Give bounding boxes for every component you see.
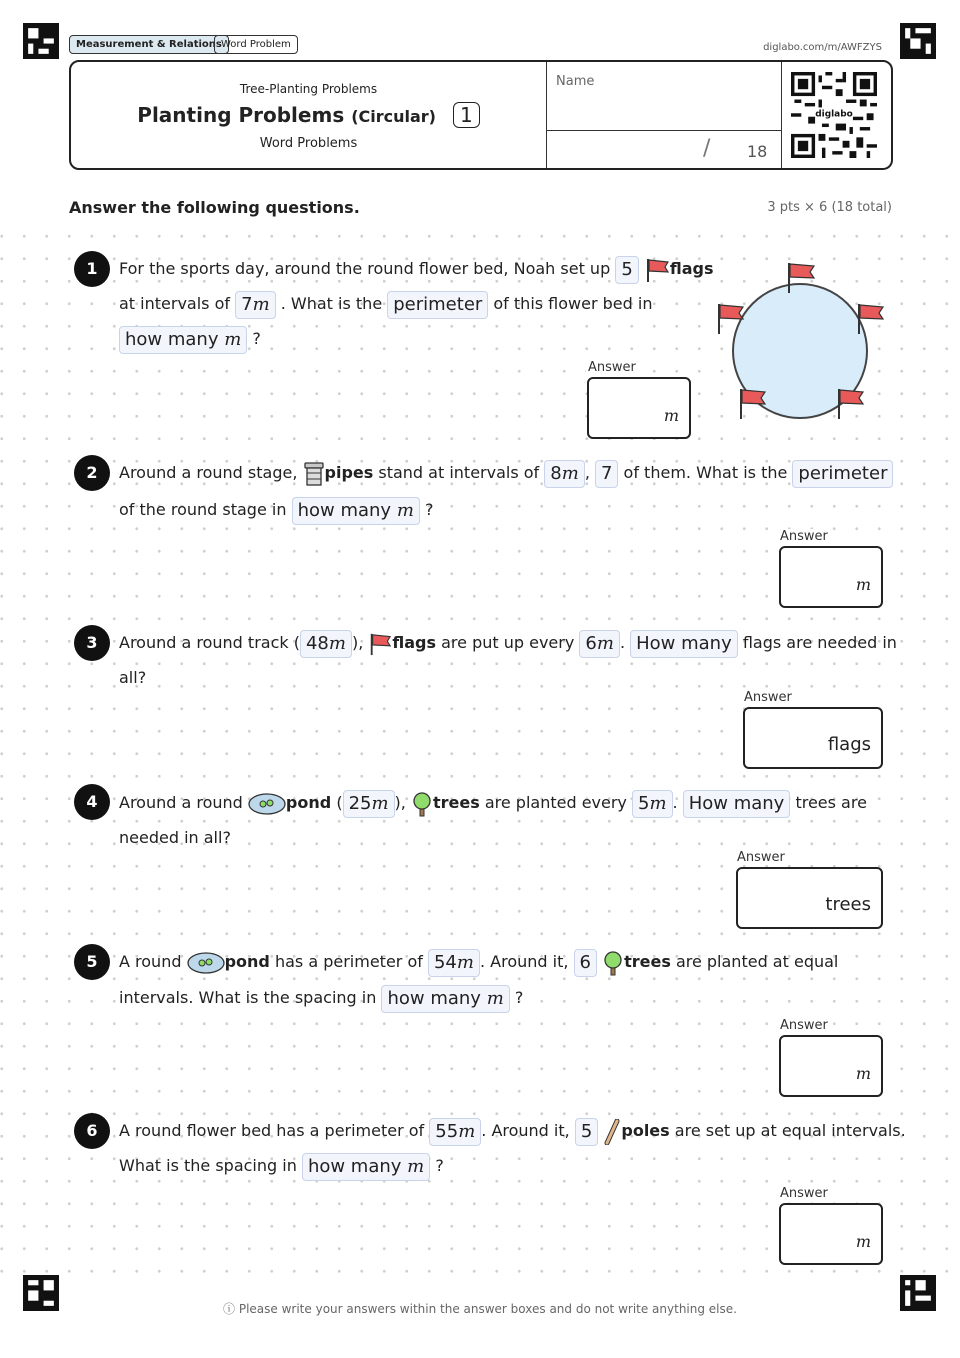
instructions: Answer the following questions. <box>69 198 360 217</box>
q3-interval: 6m <box>579 630 620 658</box>
answer-label-3: Answer <box>744 690 792 705</box>
flower-bed-illustration <box>706 258 891 426</box>
score-total: 18 <box>747 142 768 161</box>
q1-keyword-perimeter: perimeter <box>387 291 488 319</box>
q6-keyword-how-many: how many m <box>302 1153 430 1181</box>
tag-word-problem: Word Problem <box>214 35 298 54</box>
q4-keyword-how-many: How many <box>683 790 791 818</box>
q1-interval: 7m <box>235 291 276 319</box>
answer-box-5[interactable]: m <box>779 1035 883 1097</box>
answer-box-2[interactable]: m <box>779 546 883 608</box>
q3-line-2: all? <box>119 668 147 687</box>
worksheet-header <box>69 60 893 170</box>
q2-keyword-perimeter: perimeter <box>792 460 893 488</box>
question-number-1: 1 <box>74 251 110 287</box>
q2-line-2: of the round stage in how many m ? <box>119 495 433 525</box>
tree-icon <box>602 950 624 976</box>
q6-perimeter: 55m <box>429 1118 481 1146</box>
answer-label-1: Answer <box>588 360 636 375</box>
corner-marker-top-left <box>23 23 59 59</box>
answer-label-2: Answer <box>780 529 828 544</box>
q6-count: 5 <box>575 1118 598 1146</box>
q4-interval: 5m <box>632 790 673 818</box>
question-number-3: 3 <box>74 625 110 661</box>
footer-note: ⓘ Please write your answers within the answer boxes and do not write anything else. <box>223 1302 737 1316</box>
page-subtitle: (Circular) <box>351 107 436 126</box>
name-label: Name <box>556 74 595 89</box>
q4-line-1: Around a round pond ( 25m ), trees are planted every 5m . How many trees are <box>119 788 867 818</box>
answer-box-6[interactable]: m <box>779 1203 883 1265</box>
page-title: Planting Problems (Circular) 1 <box>71 102 546 128</box>
q1-flag-count: 5 <box>615 256 638 284</box>
score-slash: / <box>703 136 711 161</box>
red-flag-icon <box>644 257 670 283</box>
q2-line-1: Around a round stage, pipes stand at intervals of 8m , 7 of them. What is the perimeter <box>119 458 893 488</box>
category-label: Tree-Planting Problems <box>239 82 378 96</box>
pole-icon <box>603 1119 621 1145</box>
pond-icon <box>187 951 225 975</box>
tag-measurement: Measurement & Relations <box>69 35 229 54</box>
q1-line-1: For the sports day, around the round flower bed, Noah set up 5 flags <box>119 254 714 284</box>
q3-track-length: 48m <box>300 630 352 658</box>
q3-keyword-how-many: How many <box>630 630 738 658</box>
q6-line-1: A round flower bed has a perimeter of 55m . Around it, 5 poles are set up at equal intervals. <box>119 1116 906 1146</box>
q4-line-2: needed in all? <box>119 828 231 847</box>
answer-box-1[interactable]: m <box>587 377 691 439</box>
question-number-6: 6 <box>74 1113 110 1149</box>
answer-label-5: Answer <box>780 1018 828 1033</box>
type-label: Word Problems <box>259 136 358 151</box>
q6-line-2: What is the spacing in how many m ? <box>119 1151 444 1181</box>
q2-interval: 8m <box>544 460 585 488</box>
url-text: diglabo.com/m/AWFZYS <box>763 42 882 53</box>
qr-code <box>791 72 877 158</box>
tree-icon <box>411 791 433 817</box>
q1-keyword-how-many: how many m <box>119 326 247 354</box>
points-info: 3 pts × 6 (18 total) <box>767 200 892 215</box>
svg-text:diglabo: diglabo <box>815 109 853 120</box>
q5-keyword-how-many: how many m <box>381 985 509 1013</box>
q2-keyword-how-many: how many m <box>292 497 420 525</box>
answer-label-4: Answer <box>737 850 785 865</box>
question-number-2: 2 <box>74 455 110 491</box>
answer-box-3[interactable]: flags <box>743 707 883 769</box>
q1-line-2: at intervals of 7m . What is the perimeter of this flower bed in <box>119 289 652 319</box>
q5-line-1: A round pond has a perimeter of 54m . Around it, 6 trees are planted at equal <box>119 947 838 977</box>
q2-count: 7 <box>595 460 618 488</box>
corner-marker-top-right <box>900 23 936 59</box>
red-flag-icon <box>741 389 765 419</box>
q4-pond-perimeter: 25m <box>343 790 395 818</box>
question-number-4: 4 <box>74 784 110 820</box>
footer-band <box>0 1285 960 1358</box>
pipe-icon <box>303 461 325 487</box>
q5-perimeter: 54m <box>428 949 480 977</box>
answer-box-4[interactable]: trees <box>736 867 883 929</box>
answer-label-6: Answer <box>780 1186 828 1201</box>
q3-line-1: Around a round track ( 48m ), flags are put up every 6m . How many flags are needed in <box>119 628 897 658</box>
q5-count: 6 <box>574 949 597 977</box>
q5-line-2: intervals. What is the spacing in how many m ? <box>119 983 523 1013</box>
pond-icon <box>248 792 286 816</box>
sheet-number: 1 <box>453 102 480 128</box>
question-number-5: 5 <box>74 944 110 980</box>
q1-line-3: how many m ? <box>119 324 261 354</box>
red-flag-icon <box>368 631 392 657</box>
